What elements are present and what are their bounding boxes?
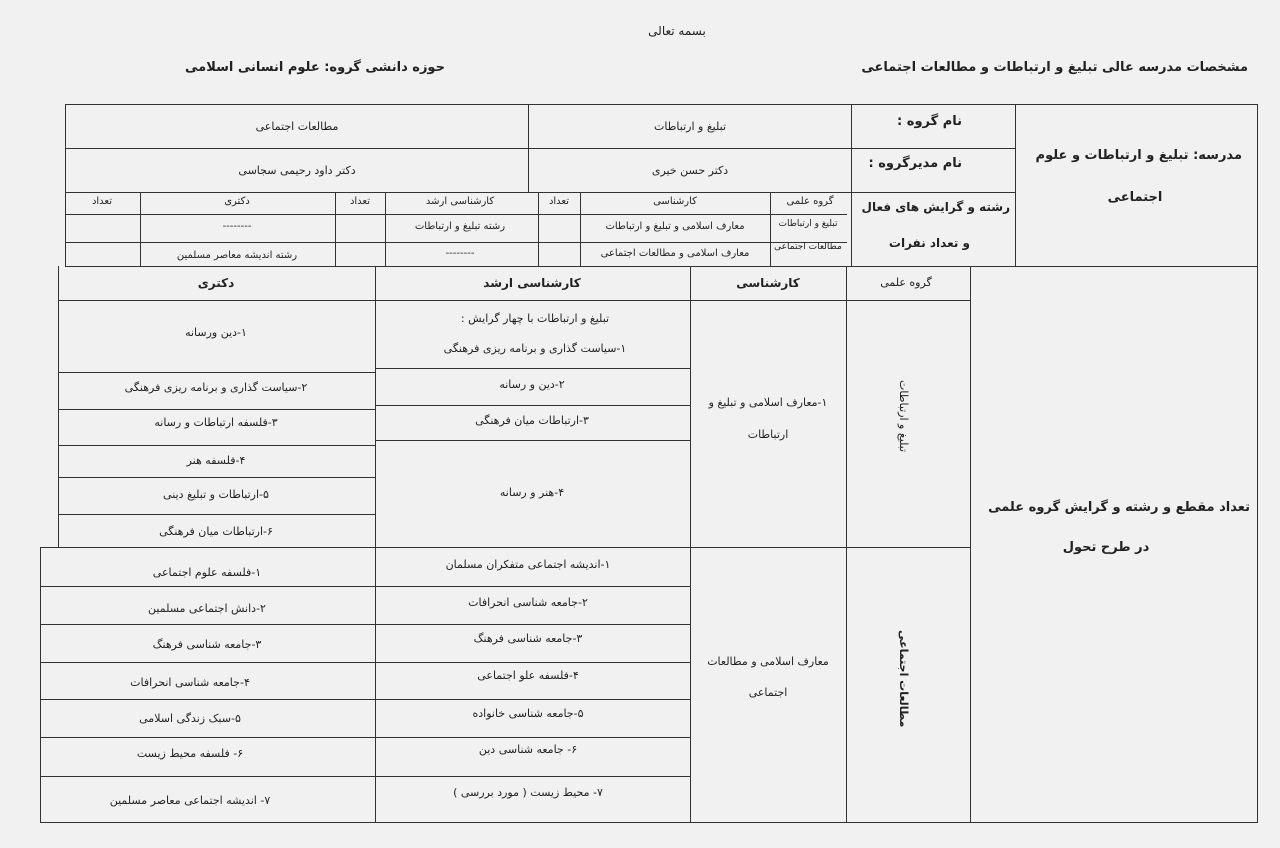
g2-master-item: ۲-جامعه شناسی انحرافات xyxy=(468,596,588,609)
g1-phd-item: ۵-ارتباطات و تبلیغ دینی xyxy=(163,488,269,501)
plan-hdr-bachelor: کارشناسی xyxy=(736,276,800,290)
row1-phd: -------- xyxy=(222,221,252,232)
g1-phd-item: ۶-ارتباطات میان فرهنگی xyxy=(159,525,273,538)
plan-g2-name: مطالعات اجتماعی xyxy=(897,630,910,728)
school-label-2: اجتماعی xyxy=(1107,190,1163,205)
col-master-header: کارشناسی ارشد xyxy=(425,196,495,207)
row2-bachelor: معارف اسلامی و مطالعات اجتماعی xyxy=(600,248,750,259)
g1-bachelor-1: ۱-معارف اسلامی و تبلیغ و xyxy=(708,396,828,409)
school-label: مدرسه: تبلیغ و ارتباطات و علوم xyxy=(1035,148,1242,163)
row1-group: تبلیغ و ارتباطات xyxy=(778,219,838,229)
row1-bachelor: معارف اسلامی و تبلیغ و ارتباطات xyxy=(605,221,745,232)
g1-master-item: ۱-سیاست گذاری و برنامه ریزی فرهنگی xyxy=(443,342,627,355)
school-spec-title: مشخصات مدرسه عالی تبلیغ و ارتباطات و مطالعات اجتماعی xyxy=(861,60,1248,75)
g1-phd-item: ۱-دین ورسانه xyxy=(185,326,247,339)
manager-2-name: دکتر داود رحیمی سجاسی xyxy=(238,164,356,177)
g1-phd-item: ۲-سیاست گذاری و برنامه ریزی فرهنگی xyxy=(124,381,308,394)
g2-master-item: ۵-جامعه شناسی خانواده xyxy=(472,707,584,720)
plan-side-label-2: در طرح تحول xyxy=(1062,540,1150,555)
g2-phd-item: ۱-فلسفه علوم اجتماعی xyxy=(152,566,262,579)
col-count-3-header: تعداد xyxy=(91,196,113,207)
col-count-2-header: تعداد xyxy=(349,196,371,207)
g2-phd-item: ۳-جامعه شناسی فرهنگ xyxy=(152,638,262,651)
fields-label: رشته و گرایش های فعال xyxy=(861,200,1010,214)
plan-hdr-master: کارشناسی ارشد xyxy=(483,276,581,290)
row2-group: مطالعات اجتماعی xyxy=(774,242,842,252)
row2-master: -------- xyxy=(445,248,475,259)
row2-phd: رشته اندیشه معاصر مسلمین xyxy=(176,250,298,261)
fields-label-2: و تعداد نفرات xyxy=(888,236,970,250)
g2-phd-item: ۶- فلسفه محیط زیست xyxy=(136,747,244,760)
g2-master-item: ۳-جامعه شناسی فرهنگ xyxy=(473,632,583,645)
g1-phd-item: ۳-فلسفه ارتباطات و رسانه xyxy=(154,416,278,429)
col-phd-header: دکتری xyxy=(224,196,250,207)
g2-master-item: ۷- محیط زیست ( مورد بررسی ) xyxy=(453,786,603,799)
g2-master-item: ۴-فلسفه علو اجتماعی xyxy=(477,669,579,682)
group-name-label: نام گروه : xyxy=(897,114,962,129)
group-2-name: مطالعات اجتماعی xyxy=(255,120,339,133)
g1-master-item: ۳-ارتباطات میان فرهنگی xyxy=(475,414,589,427)
basmala: بسمه تعالی xyxy=(648,24,706,38)
group-manager-label: نام مدیرگروه : xyxy=(868,156,962,171)
g2-bachelor-2: اجتماعی xyxy=(748,686,788,699)
g1-phd-item: ۴-فلسفه هنر xyxy=(186,454,246,467)
manager-1-name: دکتر حسن خیری xyxy=(651,164,729,177)
group-1-name: تبلیغ و ارتباطات xyxy=(653,120,727,133)
domain-title: حوزه دانشی گروه: علوم انسانی اسلامی xyxy=(185,60,445,75)
plan-hdr-group: گروه علمی xyxy=(880,276,932,289)
g2-phd-item: ۷- اندیشه اجتماعی معاصر مسلمین xyxy=(109,794,271,807)
g2-master-item: ۱-اندیشه اجتماعی متفکران مسلمان xyxy=(445,558,611,571)
g2-phd-item: ۲-دانش اجتماعی مسلمین xyxy=(148,602,266,615)
g1-master-intro: تبلیغ و ارتباطات با چهار گرایش : xyxy=(460,312,610,325)
plan-side-label: تعداد مقطع و رشته و گرایش گروه علمی xyxy=(988,500,1250,515)
col-bachelor-header: کارشناسی xyxy=(653,196,697,207)
col-group-header: گروه علمی xyxy=(786,196,834,207)
col-count-1-header: تعداد xyxy=(548,196,570,207)
g2-phd-item: ۵-سبک زندگی اسلامی xyxy=(139,712,241,725)
plan-hdr-phd: دکتری xyxy=(197,276,235,290)
plan-g1-name: تبلیغ و ارتباطات xyxy=(897,380,910,453)
g2-phd-item: ۴-جامعه شناسی انحرافات xyxy=(130,676,250,689)
g2-master-item: ۶- جامعه شناسی دین xyxy=(478,743,578,756)
g1-bachelor-2: ارتباطات xyxy=(747,428,789,441)
row1-master: رشته تبلیغ و ارتباطات xyxy=(414,221,506,232)
g1-master-item: ۴-هنر و رسانه xyxy=(499,486,565,499)
g2-bachelor-1: معارف اسلامی و مطالعات xyxy=(707,655,829,668)
g1-master-item: ۲-دین و رسانه xyxy=(499,378,565,391)
